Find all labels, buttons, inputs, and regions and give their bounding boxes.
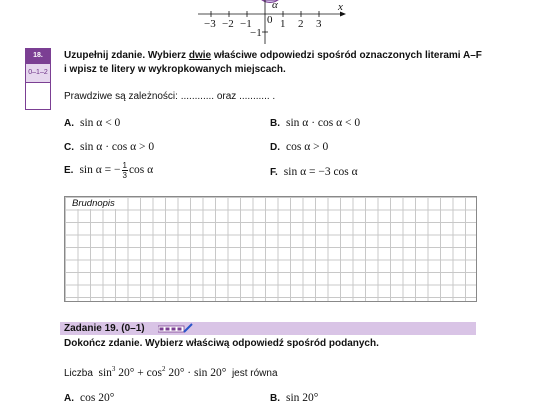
fraction: $\frac{1}{3}$ — [122, 161, 127, 180]
tick-label: −3 — [204, 18, 216, 30]
tick-label: 2 — [298, 18, 304, 30]
instruction-emphasis: dwie — [188, 50, 212, 61]
option-a: A. sin α < 0 — [64, 117, 121, 129]
scratch-grid[interactable] — [64, 196, 477, 302]
x-axis-label: x — [338, 1, 343, 13]
coordinate-axis — [190, 0, 360, 46]
option-c: C. sin α · cos α > 0 — [64, 141, 155, 153]
scratch-label: Brudnopis — [72, 198, 115, 209]
option-f: F. sin α = −3 cos α — [270, 166, 358, 178]
task-instruction: Uzupełnij zdanie. Wybierz dwie właściwe odpowiedzi spośród oznaczonych literami A–F i wpisz te litery w wykropkowanych miejscach. — [64, 50, 482, 75]
tick-label: 3 — [316, 18, 322, 30]
task-number: 18. — [26, 49, 50, 63]
tick-label: −2 — [222, 18, 234, 30]
task-sentence: Prawdziwe są zależności: ............ oraz ........... . — [64, 91, 276, 102]
option-b: B. sin α · cos α < 0 — [270, 117, 361, 129]
task-title: Zadanie 19. (0–1) — [64, 323, 145, 334]
score-box — [26, 82, 50, 109]
expression: $\sin^3 20^\circ + \cos^2 20^\circ \cdot \sin 20^\circ$ — [98, 365, 227, 379]
task-instruction: Dokończ zdanie. Wybierz właściwą odpowiedź spośród podanych. — [64, 338, 379, 349]
option-d: D. cos α > 0 — [270, 141, 329, 153]
option-b: B. sin 20° — [270, 392, 319, 404]
task-header — [60, 322, 476, 335]
option-a: A. cos 20° — [64, 392, 115, 404]
tick-label: 0 — [267, 14, 273, 26]
pencil-icon — [158, 323, 194, 334]
tick-label: 1 — [280, 18, 286, 30]
task-badge — [25, 48, 51, 110]
tick-label: −1 — [240, 18, 252, 30]
task-score: 0–1–2 — [26, 63, 50, 82]
option-e: E. sin α = − $\frac{1}{3}$ cos α — [64, 161, 154, 180]
y-tick-label: −1 — [250, 27, 262, 39]
angle-label: α — [272, 0, 278, 11]
task-sentence: Liczba $\sin^3 20^\circ + \cos^2 20^\circ \cdot \sin 20^\circ$ jest równa — [64, 365, 278, 379]
